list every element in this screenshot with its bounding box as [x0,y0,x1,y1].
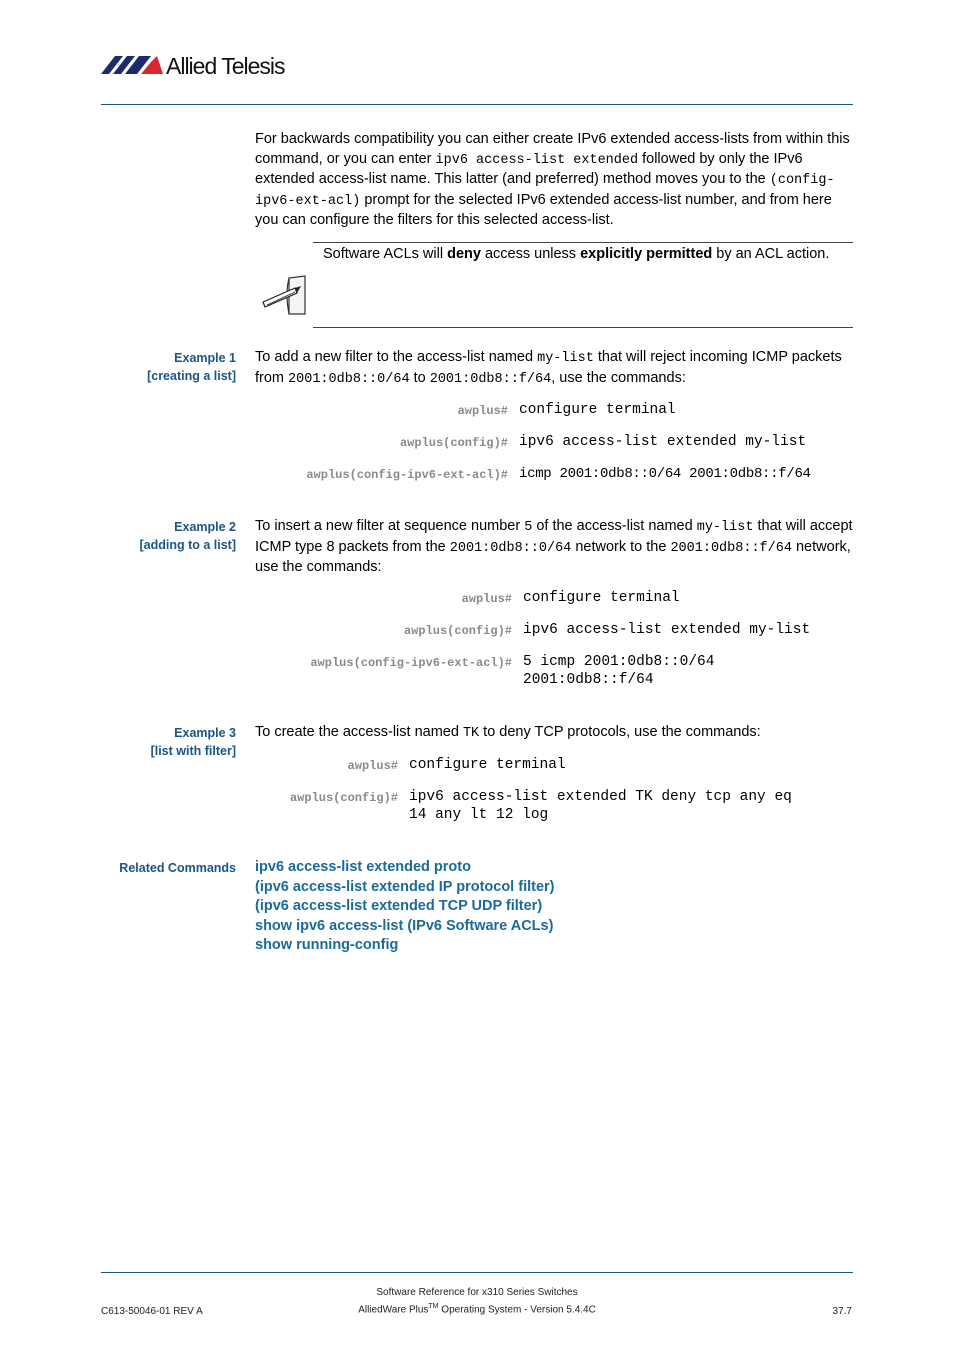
related-link[interactable]: ipv6 access-list extended proto [255,859,471,875]
footer-page-number: 37.7 [832,1306,852,1317]
command-text: configure terminal [523,590,680,606]
note-top-rule [313,242,853,243]
logo-text: Allied Telesis [166,53,285,79]
note-bold-1: deny [447,246,481,262]
pen-note-icon [261,274,309,318]
header-rule [101,104,853,105]
intro-code-2: (config-ipv6-ext-acl) [255,173,835,209]
example2-text-2: of the access-list named [532,518,697,534]
logo-mark-icon [101,50,301,80]
command-prompt: awplus(config-ipv6-ext-acl)# [310,656,512,670]
related-commands-list [255,858,853,956]
example1-text-1: To add a new filter to the access-list named [255,349,538,365]
command-text: ipv6 access-list extended my-list [523,622,811,638]
example2-text-5: network, use the commands: [255,538,851,575]
example1-paragraph [255,348,853,389]
command-text: ipv6 access-list extended my-list [519,434,807,450]
example2-command-row [255,621,810,640]
intro-text-3: prompt for the selected IPv6 extended access-list number, and from here you can configure the filters for this selected access-list. [255,191,832,228]
example2-title: Example 2 [174,520,236,534]
command-prompt: awplus(config)# [403,624,512,638]
example1-code-3: 2001:0db8::f/64 [429,371,552,387]
related-link[interactable]: show running-config [255,937,399,953]
related-link[interactable]: (ipv6 access-list extended TCP UDP filter) [255,898,543,914]
example2-command-row [255,653,714,689]
example1-subtitle: [creating a list] [147,369,236,383]
example2-text-4: network to the [571,538,671,555]
example2-text-1: To insert a new filter at sequence number [255,518,525,534]
example1-command-row [255,401,676,420]
command-text: configure terminal [519,402,676,418]
example2-code-4: 2001:0db8::f/64 [670,540,792,556]
example2-label [139,518,236,554]
example1-command-row [255,433,806,452]
example3-label [151,724,236,760]
example3-subtitle: [list with filter] [150,744,236,758]
command-text: ipv6 access-list extended TK deny tcp any eq 14 any lt 12 log [409,789,792,823]
footer-tm: TM [428,1303,439,1310]
note-bottom-rule [313,327,853,328]
example2-code-2: my-list [696,520,754,535]
example1-text-3: to [409,369,430,386]
example3-text-1: To create the access-list named [255,724,463,740]
example2-text-3: that will accept ICMP type 8 packets from the [255,518,853,555]
footer-doc-id: C613-50046-01 REV A [101,1306,203,1317]
footer-rule [101,1272,853,1273]
example2-command-row [255,589,680,608]
related-link[interactable]: show ipv6 access-list (IPv6 Software ACLs) [255,917,554,934]
example1-title: Example 1 [174,351,236,365]
footer-os-suffix: Operating System - Version 5.4.4C [438,1304,596,1316]
footer-os [0,1303,954,1315]
example2-code-1: 5 [524,520,533,535]
command-prompt: awplus(config)# [289,791,398,805]
example1-code-2: 2001:0db8::0/64 [288,371,410,387]
note-text-1: Software ACLs will [323,246,448,262]
command-text: icmp 2001:0db8::0/64 2001:0db8::f/64 [519,466,811,482]
note-bold-2: explicitly permitted [580,246,713,262]
example3-title: Example 3 [174,726,236,740]
example1-command-row [255,465,811,484]
intro-paragraph [255,130,855,231]
example3-paragraph [255,723,853,744]
command-prompt: awplus# [347,759,398,773]
related-commands-label: Related Commands [119,861,236,875]
intro-text-1: For backwards compatibility you can either create IPv6 extended access-lists from within this command, or you can enter [255,131,850,167]
command-prompt: awplus(config-ipv6-ext-acl)# [306,468,508,482]
example3-command-row [255,756,566,775]
related-link[interactable]: (ipv6 access-list extended IP protocol filter) [255,878,555,895]
example2-code-3: 2001:0db8::0/64 [449,540,572,556]
note-text-2: access unless [480,246,581,262]
example1-text-2: that will reject incoming ICMP packets from [255,349,842,386]
intro-code-1: ipv6 access-list extended [435,152,639,168]
note-text [323,245,848,265]
example2-subtitle: [adding to a list] [139,538,236,552]
example1-code-1: my-list [537,351,594,366]
allied-telesis-logo [101,50,301,80]
footer-os-prefix: AlliedWare Plus [358,1304,429,1316]
footer-title: Software Reference for x310 Series Switches [376,1287,578,1298]
example3-code-1: TK [462,726,480,741]
example3-command-row [255,788,792,824]
command-text: 5 icmp 2001:0db8::0/64 2001:0db8::f/64 [523,654,715,688]
example3-text-2: to deny TCP protocols, use the commands: [479,724,761,740]
command-text: configure terminal [409,757,566,773]
example2-paragraph [255,517,853,578]
example1-text-4: , use the commands: [551,369,686,386]
example1-label [147,349,236,385]
command-prompt: awplus# [461,592,512,606]
command-prompt: awplus(config)# [399,436,508,450]
command-prompt: awplus# [457,404,508,418]
note-text-3: by an ACL action. [712,246,830,262]
intro-text-2: followed by only the IPv6 extended access-list name. This latter (and preferred) method moves you to the [255,150,803,187]
